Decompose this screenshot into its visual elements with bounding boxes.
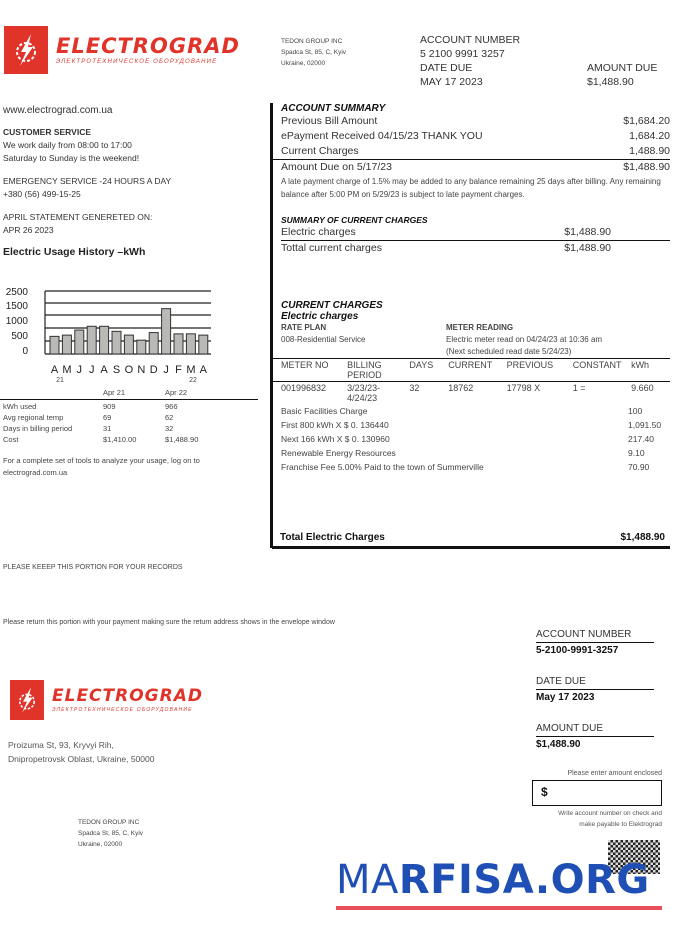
brand-name: ELECTROGRAD — [56, 33, 240, 58]
row-value: 1,684.20 — [629, 130, 670, 142]
recipient-address — [281, 36, 346, 69]
date-due: MAY 17 2023 — [420, 76, 483, 88]
meter-col-header: CURRENT — [448, 360, 493, 370]
watermark-part: MA — [336, 857, 399, 903]
meter-reading-line1: Electric meter read on 04/24/23 at 10:36 am — [446, 335, 603, 344]
charge-value: 1,091.50 — [628, 420, 662, 430]
recipient-line: Spadca St, 85, C, Kyiv — [281, 49, 347, 56]
return-address-line: Dnipropetrovsk Oblast, Ukraine, 50000 — [8, 754, 155, 764]
x-tick-label: J — [76, 364, 83, 376]
comparison-row — [0, 401, 258, 412]
account-summary-title: ACCOUNT SUMMARY — [281, 103, 386, 114]
chart-bar — [112, 331, 121, 354]
usage-comparison-table — [0, 388, 258, 479]
recipient-line: TEDON GROUP INC — [281, 38, 343, 45]
x-tick-label: F — [175, 364, 182, 376]
meter-cell: 18762 — [448, 383, 474, 393]
watermark-part: RFISA — [398, 857, 535, 903]
comparison-value: $1,488.90 — [165, 435, 199, 444]
late-payment-notice: A late payment charge of 1.5% may be added to any balance remaining 25 days after billing. Any remaining balance after 5:00 PM on 5/29/23 is subject to late payment charges. — [281, 177, 661, 199]
chart-bar — [62, 335, 71, 354]
statement-date: APR 26 2023 — [3, 225, 54, 235]
account-summary-row — [281, 114, 670, 129]
stub-amount-due-label: AMOUNT DUE — [536, 723, 654, 737]
rate-plan-value: 008-Residential Service — [281, 335, 366, 344]
mail-to-line: Spadca St, 85, C, Kyiv — [78, 830, 144, 837]
row-label: ePayment Received 04/15/23 THANK YOU — [281, 130, 483, 142]
row-label: Previous Bill Amount — [281, 115, 378, 127]
check-instructions — [500, 808, 662, 830]
account-number: 5 2100 9991 3257 — [420, 48, 505, 60]
rate-plan-label: RATE PLAN — [281, 323, 327, 332]
meter-cell: 32 — [409, 383, 420, 393]
meter-reading-label: METER READING — [446, 323, 514, 332]
stub-date-due-label: DATE DUE — [536, 676, 654, 690]
charge-value: 9.10 — [628, 448, 645, 458]
customer-service-weekend: Saturday to Sunday is the weekend! — [3, 153, 140, 163]
row-value: $1,684.20 — [623, 115, 670, 127]
lightning-gear-icon — [4, 26, 48, 74]
comparison-row — [0, 412, 258, 423]
meter-col-header: PREVIOUS — [506, 360, 554, 370]
charge-line-item — [281, 404, 670, 418]
mail-to-line: Ukraine, 02000 — [78, 841, 123, 848]
amount-due-label: AMOUNT DUE — [587, 62, 658, 74]
stub-company-logo — [10, 680, 203, 720]
account-summary-row — [281, 144, 670, 159]
stub-amount-due — [536, 723, 654, 750]
svg-text:0: 0 — [22, 346, 28, 357]
meter-cell: 3/23/23- 4/24/23 — [347, 383, 381, 403]
meter-col-header: METER NO — [281, 360, 329, 370]
comparison-row — [0, 423, 258, 434]
chart-bar — [199, 335, 208, 354]
comparison-label: Cost — [3, 435, 19, 444]
amount-due-block — [587, 61, 657, 89]
total-electric-value: $1,488.90 — [620, 532, 665, 543]
tools-note: For a complete set of tools to analyze your usage, log on to electrograd.com.ua — [3, 456, 200, 477]
chart-bar — [186, 334, 195, 354]
total-electric-label: Total Electric Charges — [280, 532, 385, 543]
watermark-part: .ORG — [534, 857, 650, 903]
comparison-label: Days in billing period — [3, 424, 73, 433]
meter-reading-line2: (Next scheduled read date 5/24/23) — [446, 347, 572, 356]
comparison-value: 31 — [103, 424, 112, 433]
x-tick-label: A — [100, 364, 108, 376]
total-current-value: $1,488.90 — [564, 242, 611, 254]
row-value: 1,488.90 — [629, 145, 670, 157]
statement-detail-panel — [270, 103, 670, 548]
comparison-value: 69 — [103, 413, 112, 422]
chart-bar — [124, 335, 133, 354]
x-tick-label: M — [62, 364, 72, 376]
chart-bar — [100, 326, 109, 354]
emergency-title: EMERGENCY SERVICE -24 HOURS A DAY — [3, 176, 172, 186]
stub-amount-due-value: $1,488.90 — [536, 739, 581, 750]
comparison-value: 32 — [165, 424, 174, 433]
customer-service-hours: We work daily from 08:00 to 17:00 — [3, 140, 132, 150]
charge-value: 217.40 — [628, 434, 654, 444]
meter-col-header: BILLING PERIOD — [347, 360, 382, 380]
account-info — [420, 33, 520, 89]
meter-cell: 9.660 — [631, 383, 654, 393]
x-tick-label: J — [163, 364, 169, 376]
x-tick-label: A — [50, 364, 59, 376]
charge-line-item — [281, 460, 670, 474]
emergency-phone: +380 (56) 499-15-25 — [3, 189, 81, 199]
comparison-value: 909 — [103, 402, 116, 411]
y-axis-labels — [6, 287, 29, 357]
meter-col-header: kWh — [631, 360, 650, 370]
statement-label: APRIL STATEMENT GENERETED ON: — [3, 212, 153, 222]
chart-bar — [87, 326, 96, 354]
amount-due-on-value: $1,488.90 — [623, 161, 670, 173]
x-tick-label: M — [186, 364, 196, 376]
charge-line-item — [281, 446, 670, 460]
stub-account-number-label: ACCOUNT NUMBER — [536, 629, 654, 643]
brand-tagline: ЭЛЕКТРОТЕХНИЧЕСКОЕ ОБОРУДОВАНИЕ — [52, 706, 193, 713]
current-charges-subtitle: Electric charges — [281, 311, 359, 322]
usage-history-chart — [0, 285, 270, 390]
check-note-line: make payable to Elektrograd — [579, 821, 662, 828]
total-electric-charges — [280, 530, 665, 545]
x-tick-label: J — [88, 364, 95, 376]
meter-col-header: CONSTANT — [572, 360, 622, 370]
charge-label: Renewable Energy Resources — [281, 448, 396, 458]
check-note-line: Write account number on check and — [558, 810, 662, 817]
charge-value: 100 — [628, 406, 643, 416]
x-tick-label: O — [124, 364, 134, 376]
meter-col-header: DAYS — [409, 360, 434, 370]
x-tick-label: D — [149, 364, 158, 376]
svg-text:1000: 1000 — [5, 316, 28, 327]
account-number-label: ACCOUNT NUMBER — [420, 34, 521, 46]
charge-line-item — [281, 418, 670, 432]
keep-portion-notice: PLEASE KEEEP THIS PORTION FOR YOUR RECORDS — [3, 564, 183, 571]
comparison-value: $1,410.00 — [103, 435, 137, 444]
x-tick-label: S — [112, 364, 121, 376]
mail-to-address — [78, 817, 143, 850]
charge-line-item — [281, 432, 670, 446]
stub-date-due-value: May 17 2023 — [536, 692, 595, 703]
chart-bar — [137, 340, 146, 354]
usage-chart-title: Electric Usage History –kWh — [3, 246, 146, 258]
comparison-value: 966 — [165, 402, 178, 411]
enclosed-label: Please enter amount enclosed — [567, 770, 662, 777]
lightning-gear-icon — [10, 680, 44, 720]
stub-account-number-value: 5-2100-9991-3257 — [536, 645, 619, 656]
x-axis-labels — [51, 364, 208, 376]
col-header: Apr 21 — [103, 388, 126, 397]
chart-bar — [50, 336, 59, 354]
row-label: Current Charges — [281, 145, 359, 157]
total-current-label: Tottal current charges — [281, 242, 382, 254]
meter-cell: 17798 X — [506, 383, 541, 393]
col-header: Apr 22 — [165, 388, 188, 397]
mail-to-line: TEDON GROUP INC — [78, 819, 140, 826]
charge-label: Next 166 kWh X $ 0. 130960 — [281, 434, 390, 444]
amount-due: $1,488.90 — [587, 76, 634, 88]
stub-account-number — [536, 629, 654, 656]
current-charges-title: CURRENT CHARGES — [281, 300, 383, 311]
comparison-row — [0, 434, 258, 445]
chart-bar — [75, 330, 84, 354]
return-address-line: Proizuma St, 93, Kryvyi Rih, — [8, 740, 114, 750]
comparison-value: 62 — [165, 413, 174, 422]
charge-label: Franchise Fee 5.00% Paid to the town of Summerville — [281, 462, 484, 472]
chart-bar — [174, 334, 183, 354]
year-label-22: 22 — [189, 377, 197, 384]
x-tick-label: A — [199, 364, 207, 376]
company-logo — [4, 26, 240, 74]
charge-label: Basic Facilities Charge — [281, 406, 368, 416]
charge-value: 70.90 — [628, 462, 650, 472]
account-summary-row — [281, 129, 670, 144]
chart-bar — [149, 333, 158, 354]
electric-charges-value: $1,488.90 — [564, 226, 611, 238]
comparison-label: kWh used — [3, 402, 37, 411]
brand-tagline: ЭЛЕКТРОТЕХНИЧЕСКОЕ ОБОРУДОВАНИЕ — [56, 58, 218, 65]
return-address — [8, 738, 154, 766]
comparison-label: Avg regional temp — [3, 413, 64, 422]
svg-text:1500: 1500 — [5, 301, 28, 312]
date-due-label: DATE DUE — [420, 62, 473, 74]
amount-enclosed-input[interactable]: $ — [532, 780, 662, 806]
website-link[interactable]: www.electrograd.com.ua — [3, 105, 113, 116]
charge-label: First 800 kWh X $ 0. 136440 — [281, 420, 389, 430]
watermark — [336, 856, 650, 904]
customer-service-title: CUSTOMER SERVICE — [3, 127, 92, 137]
meter-row-table — [281, 382, 670, 404]
amount-due-on-label: Amount Due on 5/17/23 — [281, 161, 392, 173]
meter-table — [281, 359, 670, 381]
svg-text:2500: 2500 — [5, 287, 28, 298]
svg-text:500: 500 — [11, 331, 28, 342]
meter-cell: 1 = — [572, 383, 586, 393]
summary-current-title: SUMMARY OF CURRENT CHARGES — [281, 215, 428, 225]
x-tick-label: N — [137, 364, 146, 376]
return-portion-notice: Please return this portion with your payment making sure the return address shows in the envelope window — [3, 619, 335, 626]
brand-name: ELECTROGRAD — [52, 685, 203, 706]
meter-cell: 001996832 — [281, 383, 327, 393]
recipient-line: Ukraine, 02000 — [281, 60, 326, 67]
year-label-21: 21 — [56, 377, 64, 384]
stub-date-due — [536, 676, 654, 703]
watermark-underline — [336, 906, 662, 910]
electric-charges-label: Electric charges — [281, 226, 356, 238]
chart-bar — [162, 309, 171, 354]
